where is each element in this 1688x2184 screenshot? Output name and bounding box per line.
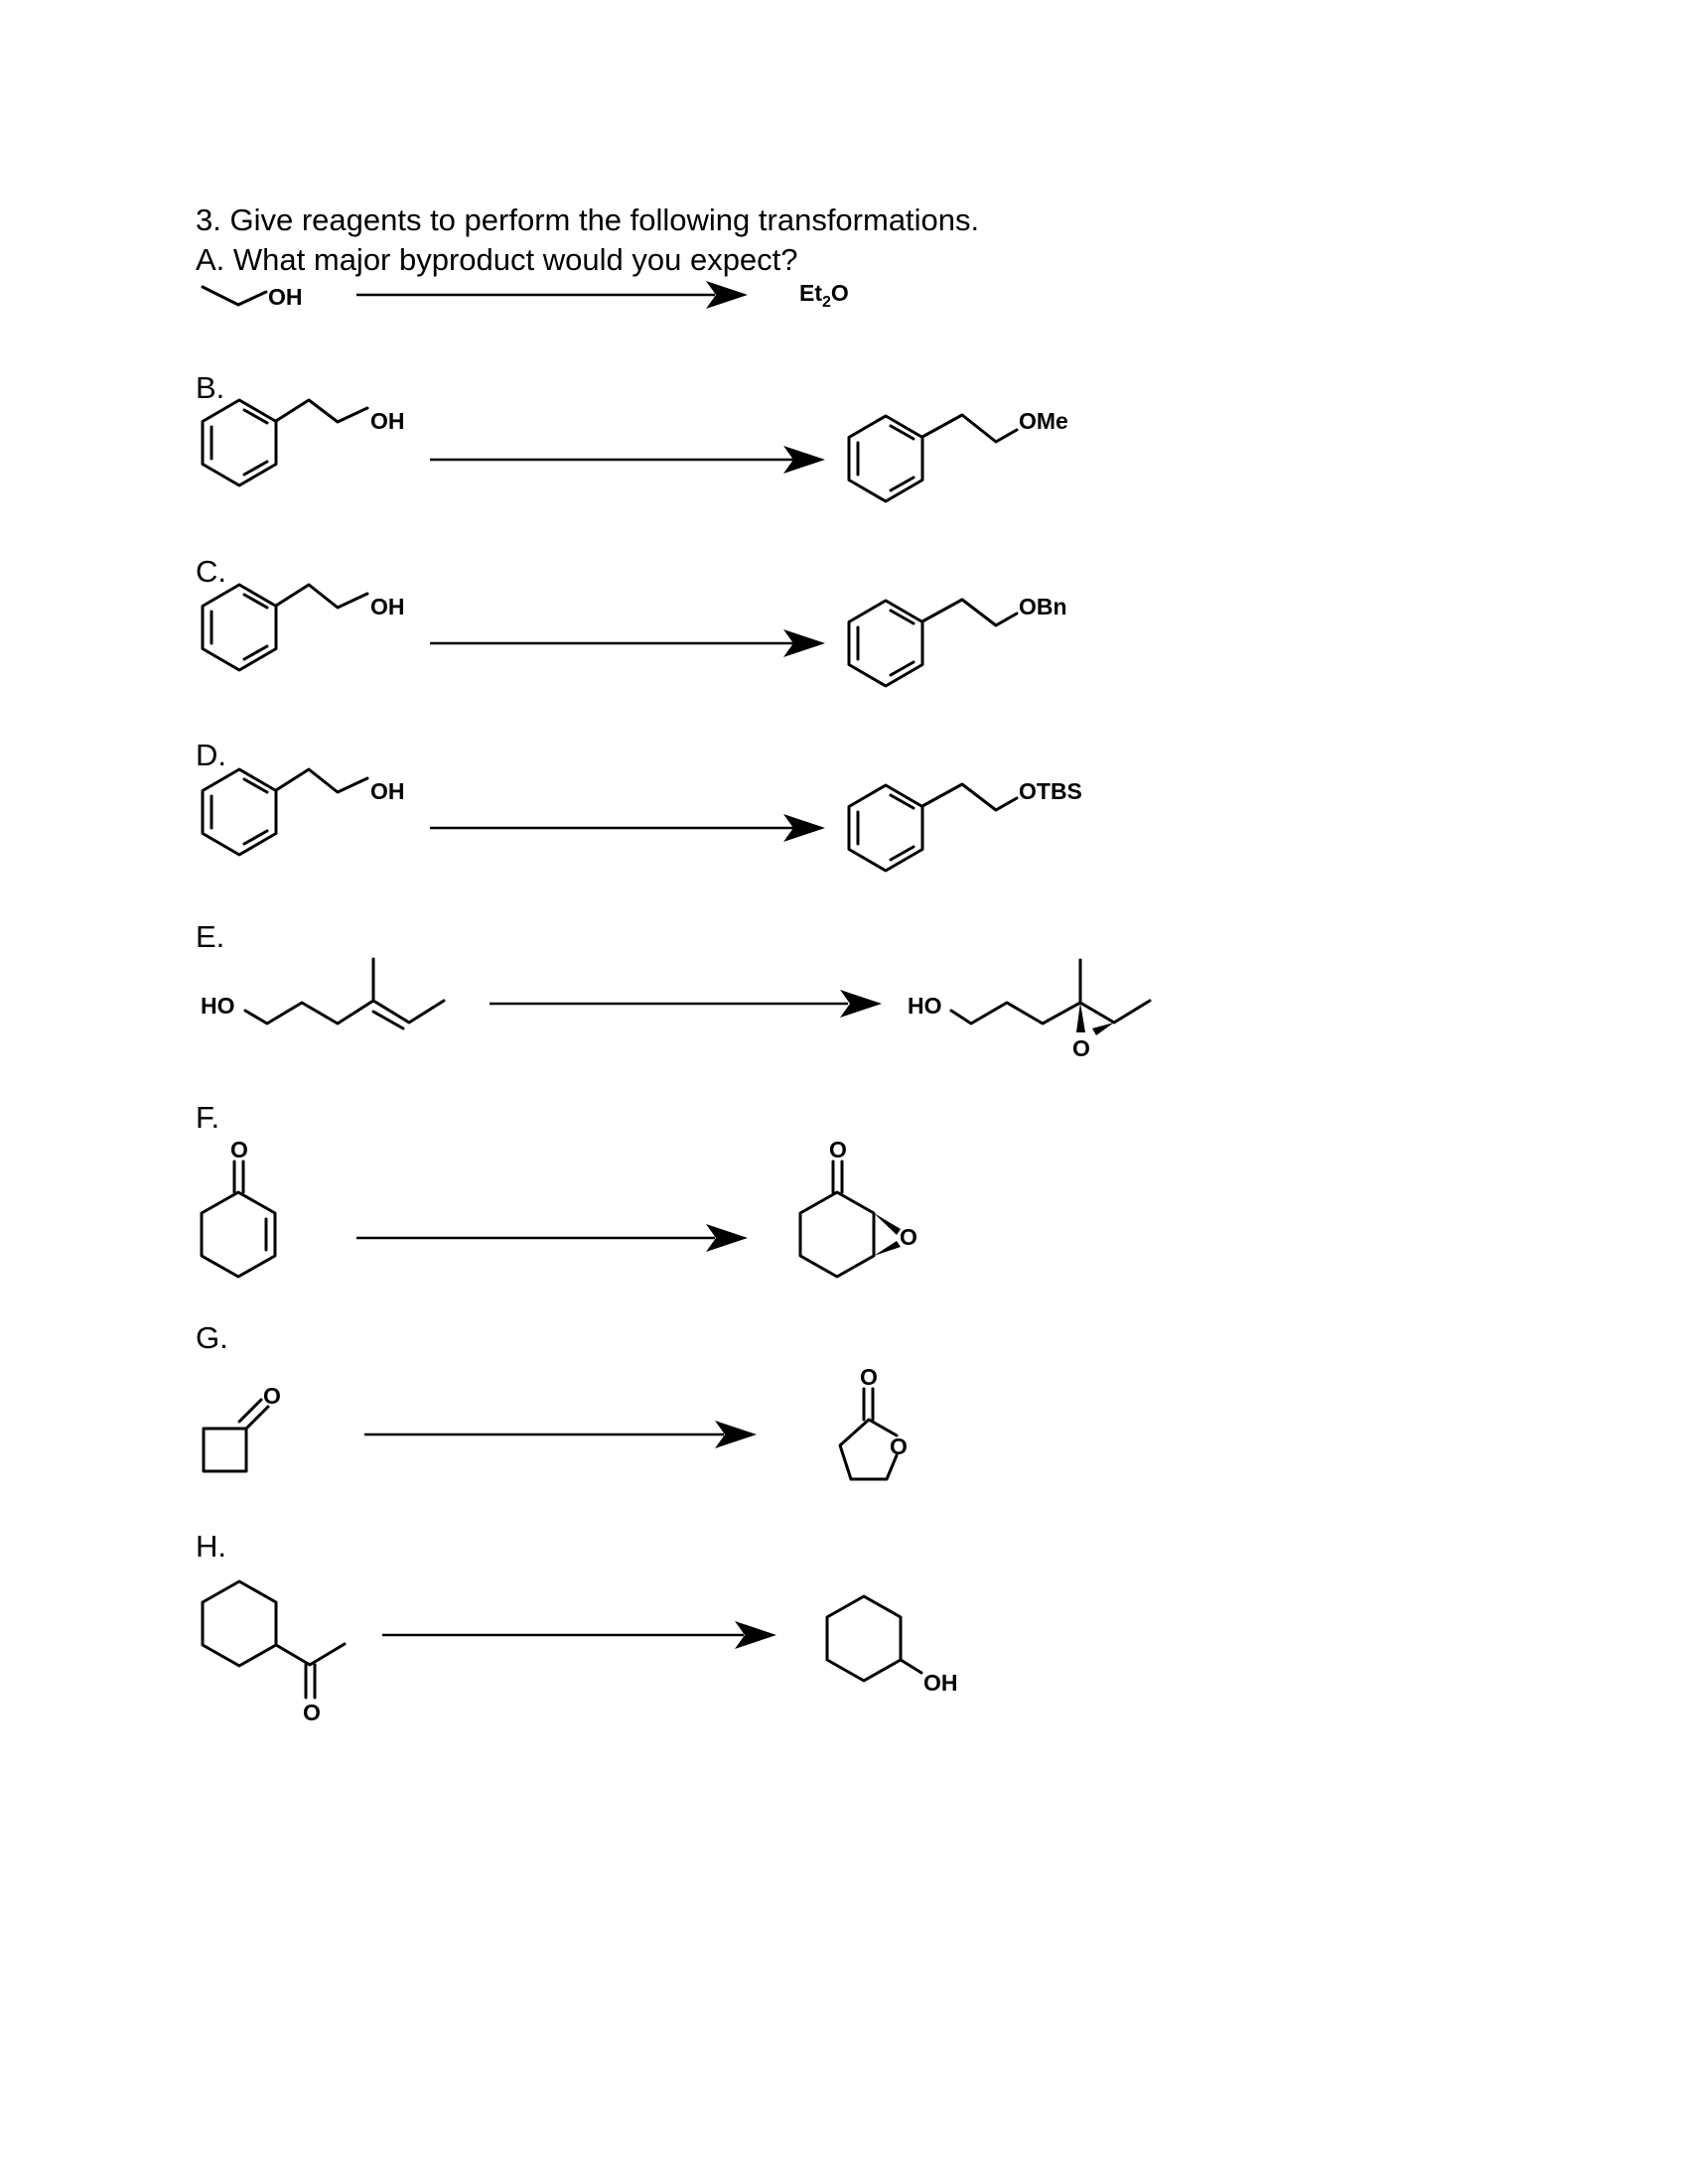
f-product-o: O xyxy=(829,1137,847,1162)
problem-c xyxy=(203,585,1067,686)
g-product-ring-o: O xyxy=(890,1433,908,1459)
a-ethanol-bonds xyxy=(203,287,266,305)
problem-b xyxy=(203,400,1068,501)
e-start-double-bond xyxy=(373,1012,403,1028)
b-start-chain xyxy=(276,400,367,422)
question-line-2: A. What major byproduct would you expect? xyxy=(196,242,798,277)
f-product-wedge-2 xyxy=(874,1241,901,1256)
b-start-benzene xyxy=(203,400,276,485)
g-start-o: O xyxy=(263,1383,281,1409)
a-product-et2o: $Et_2O$ xyxy=(799,280,849,311)
label-e: E. xyxy=(196,919,225,954)
d-product-benzene xyxy=(849,785,922,871)
problem-d xyxy=(203,769,1082,871)
f-product-ring xyxy=(800,1192,874,1277)
c-start-chain xyxy=(276,585,367,608)
f-start-o: O xyxy=(230,1137,248,1162)
d-start-oh: OH xyxy=(370,778,405,804)
e-product-wedge-1 xyxy=(1076,1003,1085,1032)
h-start-chain xyxy=(276,1644,345,1665)
a-start-oh: OH xyxy=(268,284,303,310)
g-product-ring xyxy=(840,1420,897,1479)
d-product-otbs: OTBS xyxy=(1019,778,1082,804)
label-g: G. xyxy=(196,1320,228,1355)
e-product-chain xyxy=(951,1001,1150,1024)
question-line-1: 3. Give reagents to perform the following transformations. xyxy=(196,203,980,237)
g-start-ring xyxy=(204,1429,246,1471)
c-product-chain xyxy=(922,600,1017,625)
c-product-benzene xyxy=(849,601,922,686)
b-product-benzene xyxy=(849,416,922,501)
problem-e xyxy=(201,959,1150,1061)
e-start-ho: HO xyxy=(201,993,235,1019)
b-product-ome: OMe xyxy=(1019,408,1068,434)
b-product-chain xyxy=(922,415,1017,442)
h-product-oh-bond xyxy=(901,1660,921,1673)
c-start-oh: OH xyxy=(370,594,405,619)
label-d: D. xyxy=(196,738,226,772)
d-start-benzene xyxy=(203,769,276,855)
e-start-chain xyxy=(245,1001,444,1024)
b-start-oh: OH xyxy=(370,408,405,434)
f-product-epoxide-o: O xyxy=(900,1224,917,1250)
h-product-ring xyxy=(827,1596,901,1681)
label-c: C. xyxy=(196,554,226,589)
label-b: B. xyxy=(196,370,225,405)
problem-h xyxy=(203,1581,958,1725)
c-start-benzene xyxy=(203,585,276,670)
d-product-chain xyxy=(922,784,1017,810)
label-f: F. xyxy=(196,1100,220,1135)
e-product-wedge-2 xyxy=(1092,1023,1114,1035)
problem-a xyxy=(203,280,849,311)
c-product-obn: OBn xyxy=(1019,594,1067,619)
h-start-ring xyxy=(203,1581,276,1666)
h-product-oh: OH xyxy=(923,1670,958,1696)
problem-f xyxy=(202,1137,917,1277)
h-start-o: O xyxy=(303,1700,321,1725)
e-product-ho: HO xyxy=(908,993,942,1019)
g-product-o: O xyxy=(860,1364,878,1390)
f-product-wedge-1 xyxy=(874,1213,901,1235)
e-product-epoxide-o: O xyxy=(1072,1035,1090,1061)
f-start-ring xyxy=(202,1192,275,1277)
problem-g xyxy=(204,1364,908,1479)
label-h: H. xyxy=(196,1529,226,1564)
d-start-chain xyxy=(276,769,367,792)
